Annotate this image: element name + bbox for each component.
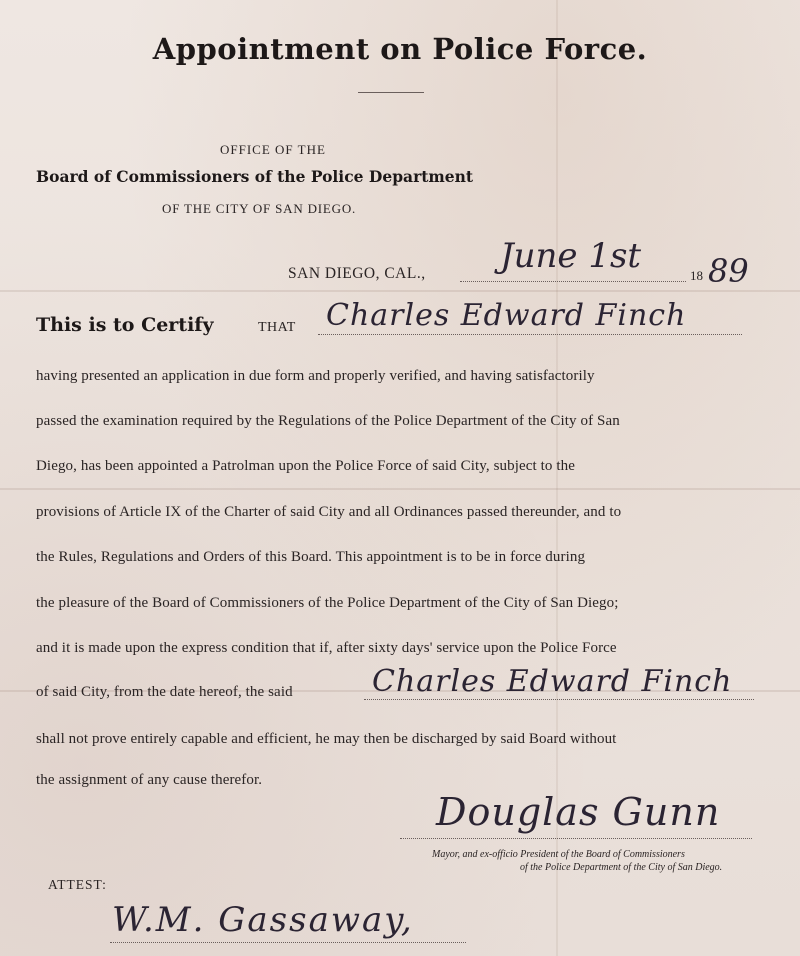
closing-text-line: shall not prove entirely capable and efficient, he may then be discharged by said Board without [36,731,617,747]
date-blank-line [460,281,686,282]
office-heading: OFFICE OF THE [220,142,326,157]
handwritten-appointee-name-2: Charles Edward Finch [372,664,733,699]
fold-crease [0,488,800,490]
board-heading: Board of Commissioners of the Police Department [36,167,474,186]
closing-text-line: the assignment of any cause therefor. [36,772,263,788]
signature-caption: Mayor, and ex-officio President of the Board of Commissioners [432,849,685,860]
handwritten-year: 89 [708,252,749,290]
body-text-line: passed the examination required by the Regulations of the Police Department of the City of San [36,413,620,429]
fold-crease [0,290,800,292]
handwritten-appointee-name: Charles Edward Finch [326,298,687,333]
said-prefix-text: of said City, from the date hereof, the said [36,684,293,700]
city-heading: OF THE CITY OF SAN DIEGO. [162,201,357,216]
name-blank-line-2 [364,699,754,700]
body-text-line: the pleasure of the Board of Commissioners of the Police Department of the City of San Diego; [36,595,619,611]
that-label: THAT [258,320,296,335]
document-title: Appointment on Police Force. [152,32,648,66]
name-blank-line [318,334,742,335]
body-text-line: having presented an application in due form and properly verified, and having satisfactorily [36,368,595,384]
certify-heading: This is to Certify [36,314,214,336]
attest-blank-line [110,942,466,943]
attest-label: ATTEST: [48,877,107,892]
title-divider [358,92,424,93]
body-text-line: Diego, has been appointed a Patrolman upon the Police Force of said City, subject to the [36,458,575,474]
year-prefix: 18 [690,268,703,283]
mayor-signature: Douglas Gunn [436,790,721,834]
attest-signature: W.M. Gassaway, [112,900,414,940]
signature-blank-line [400,838,752,839]
place-label: SAN DIEGO, CAL., [288,265,426,282]
body-text-line: and it is made upon the express condition that if, after sixty days' service upon the Police Force [36,640,617,656]
signature-caption: of the Police Department of the City of San Diego. [520,862,723,873]
body-text-line: the Rules, Regulations and Orders of this Board. This appointment is to be in force during [36,549,586,565]
handwritten-date: June 1st [500,236,642,276]
body-text-line: provisions of Article IX of the Charter of said City and all Ordinances passed thereunder, and to [36,504,622,520]
